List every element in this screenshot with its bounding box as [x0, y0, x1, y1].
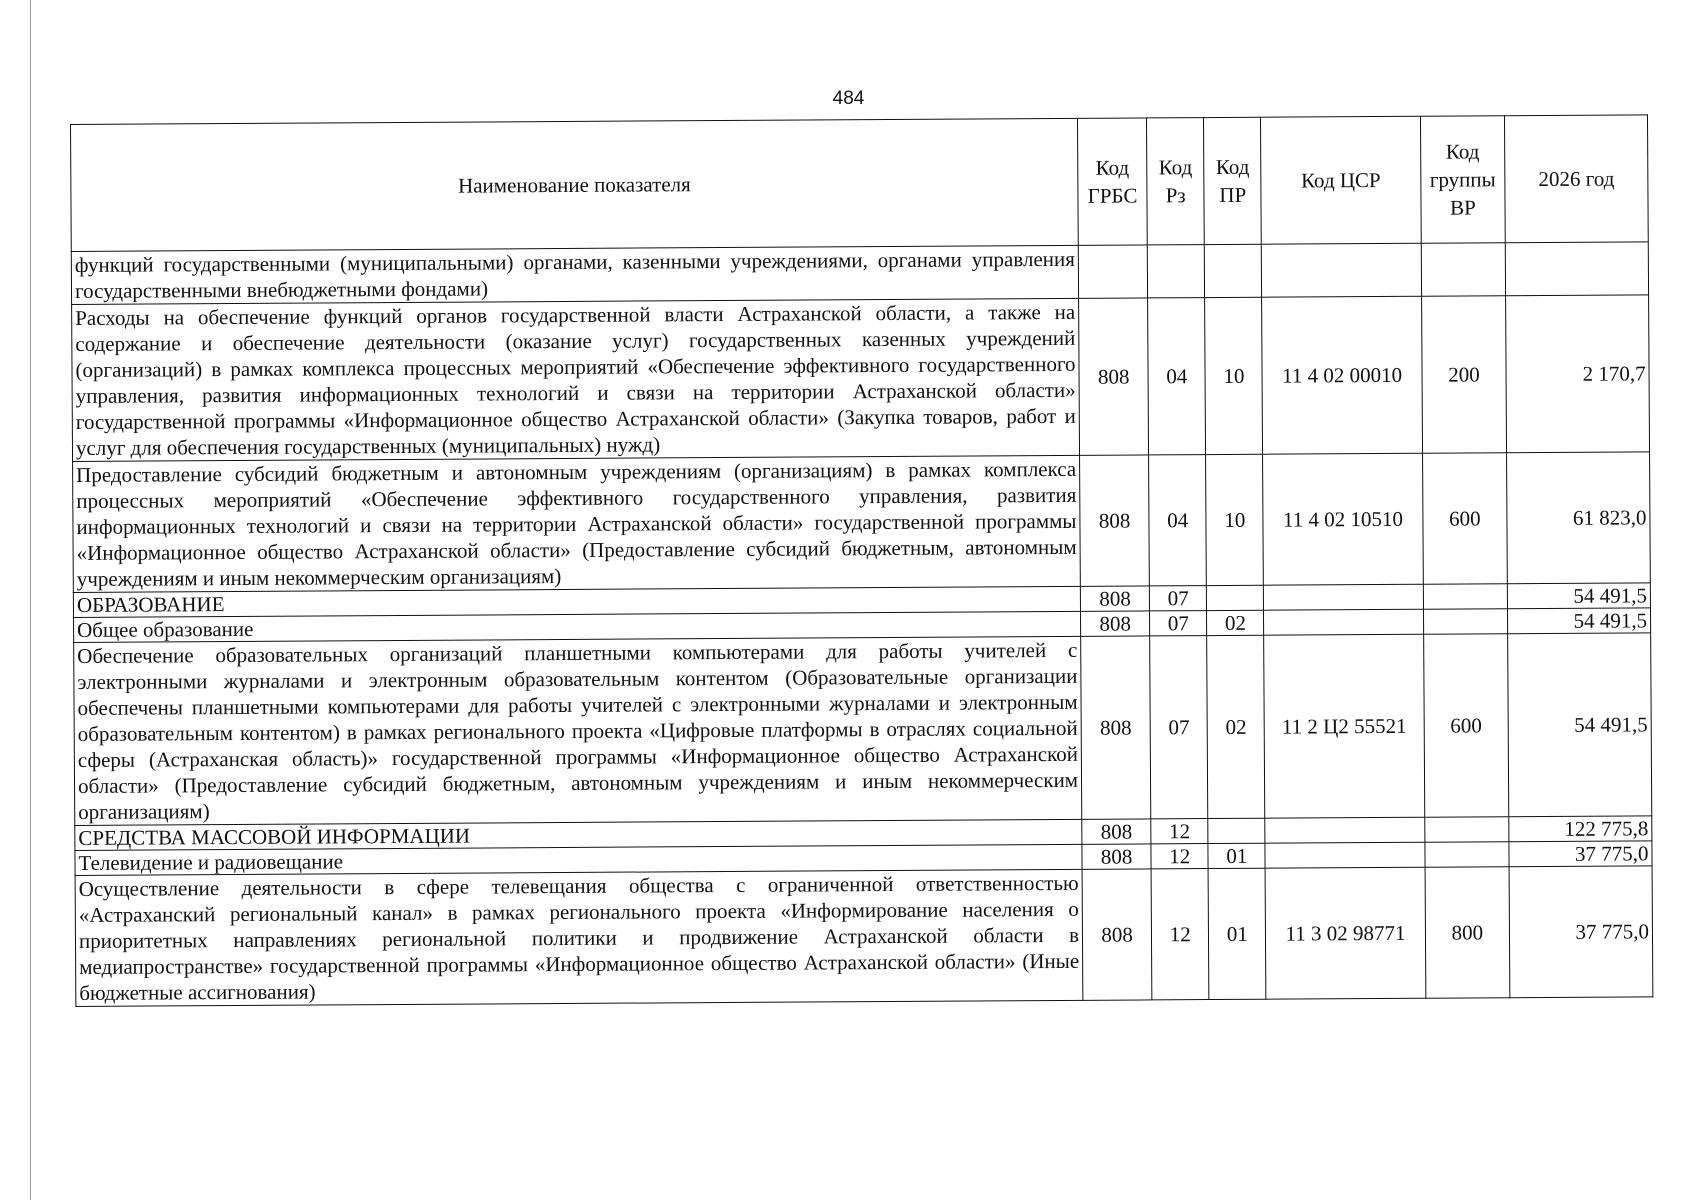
row-csr [1265, 842, 1424, 868]
row-vr: 600 [1423, 634, 1509, 818]
row-amount: 54 491,5 [1508, 583, 1651, 609]
row-name: Общее образование [74, 611, 1081, 642]
row-pr: 10 [1206, 454, 1264, 585]
header-year: 2026 год [1505, 115, 1649, 243]
header-pr: Код ПР [1204, 117, 1262, 244]
table-header-row [71, 115, 1649, 252]
row-pr: 02 [1207, 635, 1265, 818]
row-name: Телевидение и радиовещание [75, 844, 1082, 875]
row-amount: 54 491,5 [1508, 633, 1652, 817]
row-pr: 01 [1208, 843, 1265, 868]
row-name: ОБРАЗОВАНИЕ [73, 586, 1080, 617]
row-csr: 11 2 Ц2 55521 [1264, 634, 1424, 818]
row-csr: 11 4 02 10510 [1263, 453, 1423, 585]
row-pr [1205, 244, 1262, 297]
row-rz: 07 [1150, 636, 1208, 819]
row-csr [1265, 817, 1424, 843]
row-grbs: 808 [1081, 636, 1151, 819]
header-grbs: Код ГРБС [1078, 118, 1148, 245]
row-pr: 02 [1207, 610, 1264, 635]
row-rz: 07 [1150, 586, 1207, 611]
row-rz: 04 [1149, 455, 1207, 586]
row-amount [1505, 242, 1648, 296]
row-name: Предоставление субсидий бюджетным и автономным учреждениям (организациям) в рамках комплекса процессных мероприятий «Обеспечение эффективного государственного управления, развития информационных технологий и связи на территории Астраханской области» государственной программы «Информационное общество Астраханской области» (Предоставление субсидий бюджетным, автономным учреждениям и иным некоммерческим организациям) [73, 455, 1081, 592]
row-name: функций государственными (муниципальными) органами, казенными учреждениями, органами управления государственными внебюджетными фондами) [71, 245, 1078, 304]
header-name: Наименование показателя [71, 118, 1079, 251]
row-grbs: 808 [1081, 611, 1150, 636]
row-grbs: 808 [1082, 844, 1151, 869]
header-rz: Код Рз [1147, 118, 1205, 245]
row-vr [1424, 817, 1509, 843]
row-pr: 10 [1205, 297, 1263, 454]
row-amount: 122 775,8 [1509, 816, 1652, 842]
row-amount: 37 775,0 [1509, 866, 1653, 998]
scan-edge-line [30, 0, 31, 1200]
row-rz: 12 [1151, 844, 1208, 869]
row-csr [1264, 584, 1423, 610]
row-amount: 2 170,7 [1506, 295, 1650, 453]
row-vr: 200 [1421, 296, 1507, 454]
budget-table [70, 114, 1653, 1007]
row-vr [1421, 243, 1506, 297]
row-rz: 12 [1151, 869, 1209, 1000]
row-rz [1147, 245, 1204, 298]
row-grbs: 808 [1082, 819, 1151, 844]
row-vr: 600 [1422, 453, 1507, 585]
row-name: Расходы на обеспечение функций органов государственной власти Астраханской области, а также на содержание и обеспечение деятельности (оказание услуг) государственных казенных учреждений (организаций) в рамках комплекса процессных мероприятий «Обеспечение эффективного государственного управления, развития информационных технологий и связи на территории Астраханской области» государственной программы «Информационное общество Астраханской области» (Закупка товаров, работ и услуг для обеспечения государственных (муниципальных) нужд) [72, 298, 1080, 461]
row-vr [1423, 584, 1508, 610]
row-amount: 61 823,0 [1507, 452, 1651, 584]
row-rz: 04 [1148, 298, 1206, 455]
row-vr [1425, 842, 1510, 868]
table-row [72, 295, 1650, 462]
row-rz: 12 [1151, 819, 1208, 844]
row-vr [1423, 609, 1508, 635]
page-number: 484 [832, 88, 865, 109]
row-grbs: 808 [1080, 586, 1149, 611]
row-csr: 11 4 02 00010 [1262, 296, 1422, 454]
row-amount: 37 775,0 [1509, 841, 1652, 867]
row-name: СРЕДСТВА МАССОВОЙ ИНФОРМАЦИИ [75, 819, 1082, 850]
table-row [73, 452, 1651, 593]
row-csr [1264, 609, 1423, 635]
row-name: Осуществление деятельности в сфере телевещания общества с ограниченной ответственностью «Астраханский региональный канал» в рамках регионального проекта «Информирование населения о приоритетных направлениях региональной политики и продвижение Астраханской области в медиапространстве» государственной программы «Информационное общество Астраханской области» (Иные бюджетные ассигнования) [75, 869, 1083, 1006]
row-grbs: 808 [1080, 455, 1150, 586]
table-row [71, 242, 1648, 305]
header-vr: Код группы ВР [1420, 116, 1505, 244]
row-rz: 07 [1150, 611, 1207, 636]
table-row [75, 866, 1653, 1007]
row-pr: 01 [1208, 868, 1266, 999]
row-pr [1208, 818, 1265, 843]
row-vr: 800 [1425, 867, 1510, 999]
row-grbs [1078, 245, 1147, 298]
row-grbs: 808 [1082, 869, 1152, 1000]
row-pr [1207, 585, 1264, 610]
row-amount: 54 491,5 [1508, 608, 1651, 634]
table-row [74, 633, 1652, 826]
row-grbs: 808 [1079, 298, 1149, 455]
header-csr: Код ЦСР [1261, 116, 1421, 244]
row-csr: 11 3 02 98771 [1265, 867, 1425, 999]
row-csr [1262, 243, 1422, 297]
row-name: Обеспечение образовательных организаций планшетными компьютерами для работы учителей с электронными журналами и электронным образовательным контентом (Образовательные организации обеспечены планшетными компьютерами для работы учителей с электронными журналами и электронным образовательным контентом) в рамках регионального проекта «Цифровые платформы в отраслях социальной сферы (Астраханская область)» государственной программы «Информационное общество Астраханской области» (Предоставление субсидий бюджетным, автономным учреждениям и иным некоммерческим организациям) [74, 636, 1082, 825]
